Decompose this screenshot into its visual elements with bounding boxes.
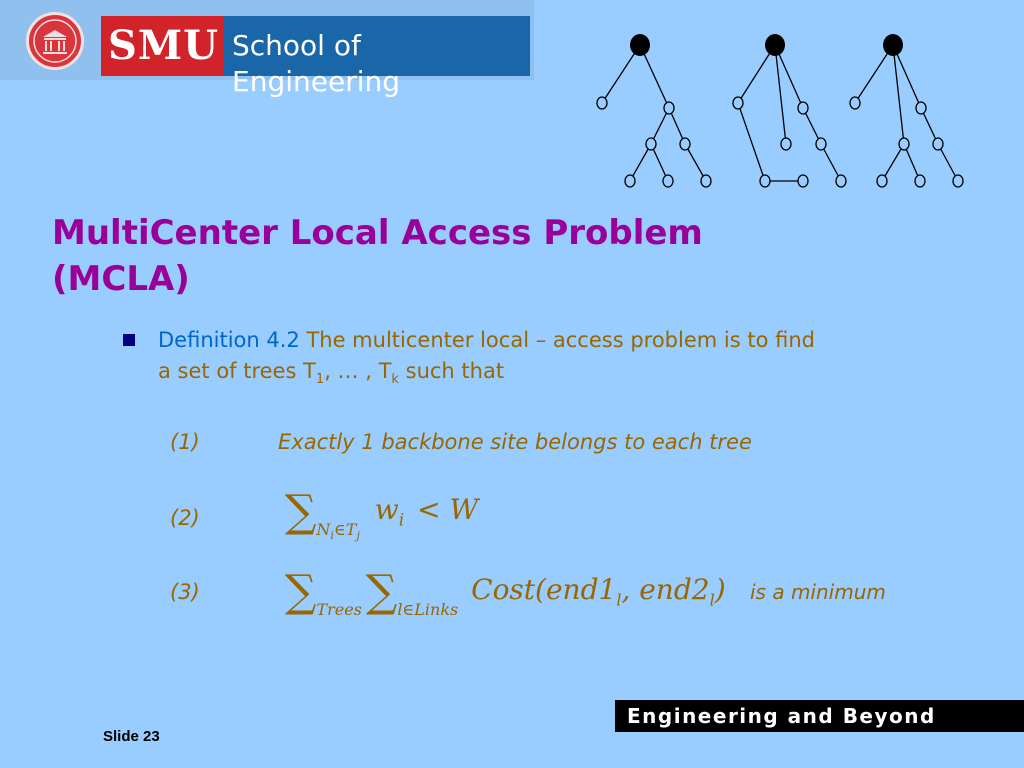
- sum-subscript-j: j: [356, 529, 360, 543]
- sum-subscript-links: l∈Links: [397, 600, 459, 619]
- sum-subscript-N: N: [316, 520, 331, 539]
- university-seal-icon: [26, 12, 84, 70]
- definition-text-2b: , … , T: [324, 359, 392, 383]
- sum-subscript-trees: Trees: [316, 600, 362, 619]
- tagline-text: Engineering and Beyond: [627, 704, 936, 728]
- sum-subscript-i: i: [330, 529, 334, 543]
- weight-subscript-i: i: [398, 510, 405, 531]
- weight-limit: < W: [417, 493, 479, 526]
- condition-2-number: (2): [170, 506, 200, 530]
- summation-symbol-links: ∑: [365, 566, 398, 617]
- summation-symbol-trees: ∑: [285, 566, 317, 617]
- condition-3-formula: [285, 566, 726, 617]
- definition-text-2c: such that: [398, 359, 505, 383]
- school-logo-text: School of Engineering: [232, 29, 400, 98]
- slide-title-line2: (MCLA): [52, 259, 190, 299]
- smu-logo: [0, 0, 534, 98]
- element-of-symbol: ∈: [333, 520, 346, 539]
- cost-mid: , end2: [621, 573, 710, 606]
- condition-3-number: (3): [170, 580, 200, 604]
- root-node-icon: [630, 34, 650, 56]
- condition-2-formula: [285, 486, 479, 543]
- cost-subscript-1: l: [616, 590, 622, 610]
- cost-end: ): [714, 573, 726, 606]
- bullet-square-icon: [123, 334, 135, 346]
- cost-subscript-2: l: [709, 590, 715, 610]
- cost-function: Cost(end1: [471, 573, 617, 606]
- smu-logo-text: SMU: [108, 22, 220, 69]
- tree-diagrams: [590, 28, 980, 198]
- weight-w: w: [374, 493, 399, 526]
- definition-label: Definition 4.2: [158, 328, 300, 352]
- definition-paragraph: [158, 325, 918, 395]
- condition-1-text: Exactly 1 backbone site belongs to each tree: [278, 430, 752, 454]
- root-node-icon: [765, 34, 785, 56]
- subscript-k: k: [391, 372, 399, 388]
- subscript-1: 1: [315, 372, 325, 388]
- definition-text-1: The multicenter local – access problem is to find: [306, 328, 815, 352]
- slide-number: Slide 23: [103, 728, 160, 745]
- root-node-icon: [883, 34, 903, 56]
- sum-subscript-T: T: [345, 520, 357, 539]
- summation-symbol: ∑: [285, 486, 317, 537]
- definition-text-2a: a set of trees T: [158, 359, 316, 383]
- slide-title-line1: MultiCenter Local Access Problem: [52, 213, 703, 253]
- condition-1-number: (1): [170, 430, 200, 454]
- slide-title: [52, 210, 703, 302]
- condition-3-suffix: is a minimum: [750, 580, 886, 604]
